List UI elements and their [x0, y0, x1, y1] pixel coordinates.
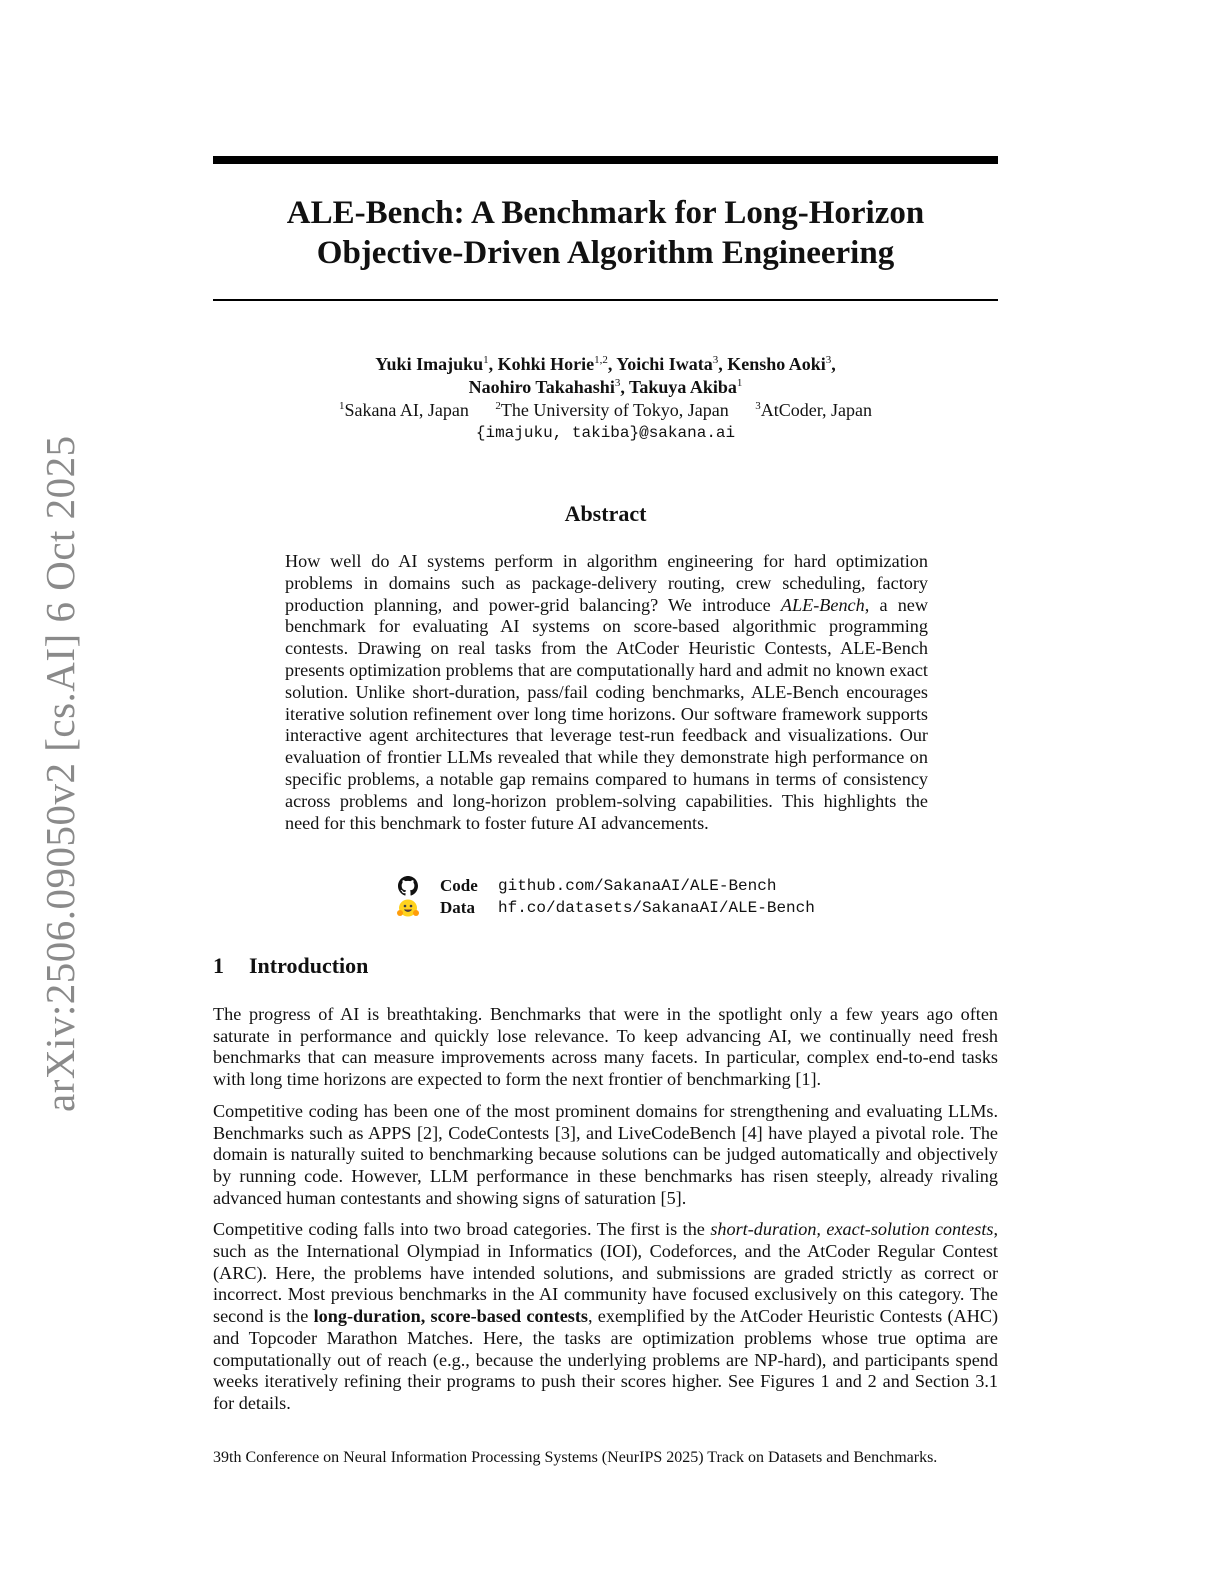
affiliation: $^3$AtCoder, Japan [755, 400, 873, 420]
data-url[interactable]: hf.co/datasets/SakanaAI/ALE-Bench [498, 899, 815, 917]
section-heading [213, 953, 368, 979]
data-label: Data [440, 898, 475, 917]
code-link-row[interactable] [396, 875, 815, 897]
conference-footer: 39th Conference on Neural Information Processing Systems (NeurIPS 2025) Track on Datasets and Benchmarks. [213, 1449, 938, 1466]
title-line-2: Objective-Driven Algorithm Engineering [316, 235, 895, 271]
author-name: Naohiro Takahashi [468, 377, 615, 397]
section-title: Introduction [249, 953, 369, 978]
emphasis-text: short-duration, exact-solution contests [710, 1219, 994, 1240]
section-number: 1 [213, 953, 224, 978]
author-line-2: Naohiro Takahashi$^3$, Takuya Akiba$^1$ [468, 377, 743, 397]
paragraph: Competitive coding falls into two broad categories. The first is the short-duration, exact-solution contests, such as the International Olympiad in Informatics (IOI), Codeforces, and the AtCoder Regular Contest (ARC). Here, the problems have intended solutions, and submissions are graded strictly as correct or incorrect. Most previous benchmarks in the AI community have focused exclusively on this category. The second is the long-duration, score-based contests, exemplified by the AtCoder Heuristic Contests (AHC) and Topcoder Marathon Matches. Here, the tasks are optimization problems whose true optima are computationally out of reach (e.g., because the underlying problems are NP-hard), and participants spend weeks iteratively refining their programs to push their scores higher. See Figures 1 and 2 and Section 3.1 for details. [213, 1219, 999, 1413]
author-affil-mark: 3 [712, 354, 719, 366]
bold-text: long-duration, score-based contests [313, 1306, 588, 1327]
code-url[interactable]: github.com/SakanaAI/ALE-Bench [498, 877, 777, 895]
github-icon [396, 875, 420, 897]
title-bottom-rule [213, 299, 998, 301]
author-affil-mark: 1 [483, 354, 489, 366]
introduction-body [213, 1004, 998, 1425]
author-affil-mark: 3 [614, 377, 621, 389]
author-name: Kohki Horie [497, 354, 595, 374]
affiliations [213, 399, 998, 422]
huggingface-icon [396, 897, 420, 919]
arxiv-identifier: arXiv:2506.09050v2 [cs.AI] 6 Oct 2025 [37, 435, 83, 1112]
data-link-row[interactable] [396, 897, 815, 919]
abstract-text: How well do AI systems perform in algorithm engineering for hard optimization problems in domains such as package-delivery routing, crew scheduling, factory production planning, and power-grid balancing? We introduce ALE-Bench, a new benchmark for evaluating AI systems on score-based algorithmic programming contests. Drawing on real tasks from the AtCoder Heuristic Contests, ALE-Bench presents optimization problems that are computationally hard and admit no known exact solution. Unlike short-duration, pass/fail coding benchmarks, ALE-Bench encourages iterative solution refinement over long time horizons. Our software framework supports interactive agent architectures that leverage test-run feedback and visualizations. Our evaluation of frontier LLMs revealed that while they demonstrate high performance on specific problems, a notable gap remains compared to humans in terms of consistency across problems and long-horizon problem-solving capabilities. This highlights the need for this benchmark to foster future AI advancements. [285, 551, 928, 833]
author-affil-mark: 3 [825, 354, 832, 366]
title-top-rule [213, 156, 998, 164]
title-line-1: ALE-Bench: A Benchmark for Long-Horizon [286, 195, 925, 231]
author-name: Kensho Aoki [727, 354, 826, 374]
resource-links [396, 875, 815, 919]
author-line-1: Yuki Imajuku$^1$, Kohki Horie$^{1,2}$, Yoichi Iwata$^3$, Kensho Aoki$^3$, [375, 354, 836, 374]
affiliation: $^2$The University of Tokyo, Japan [495, 400, 729, 420]
code-label: Code [440, 876, 478, 895]
affiliation: $^1$Sakana AI, Japan [338, 400, 469, 420]
author-name: Yuki Imajuku [375, 354, 484, 374]
author-name: Yoichi Iwata [616, 354, 713, 374]
contact-email: {imajuku, takiba}@sakana.ai [475, 424, 736, 442]
abstract-heading: Abstract [564, 501, 647, 526]
paragraph: The progress of AI is breathtaking. Benchmarks that were in the spotlight only a few years ago often saturate in performance and quickly lose relevance. To keep advancing AI, we continually need fresh benchmarks that can measure improvements across many facets. In particular, complex end-to-end tasks with long time horizons are expected to form the next frontier of benchmarking [1]. [213, 1004, 998, 1090]
author-affil-mark: 1 [736, 377, 743, 389]
abstract-emphasis: ALE-Bench [780, 594, 865, 615]
paragraph: Competitive coding has been one of the most prominent domains for strengthening and evaluating LLMs. Benchmarks such as APPS [2], CodeContests [3], and LiveCodeBench [4] have played a pivotal role. The domain is naturally suited to benchmarking because solutions can be judged automatically and objectively by running code. However, LLM performance in these benchmarks has risen steeply, already rivaling advanced human contestants and showing signs of saturation [5]. [213, 1100, 998, 1208]
author-block [213, 353, 998, 445]
paper-title [213, 193, 998, 273]
author-affil-mark: 1,2 [594, 354, 608, 366]
author-name: Takuya Akiba [629, 377, 737, 397]
